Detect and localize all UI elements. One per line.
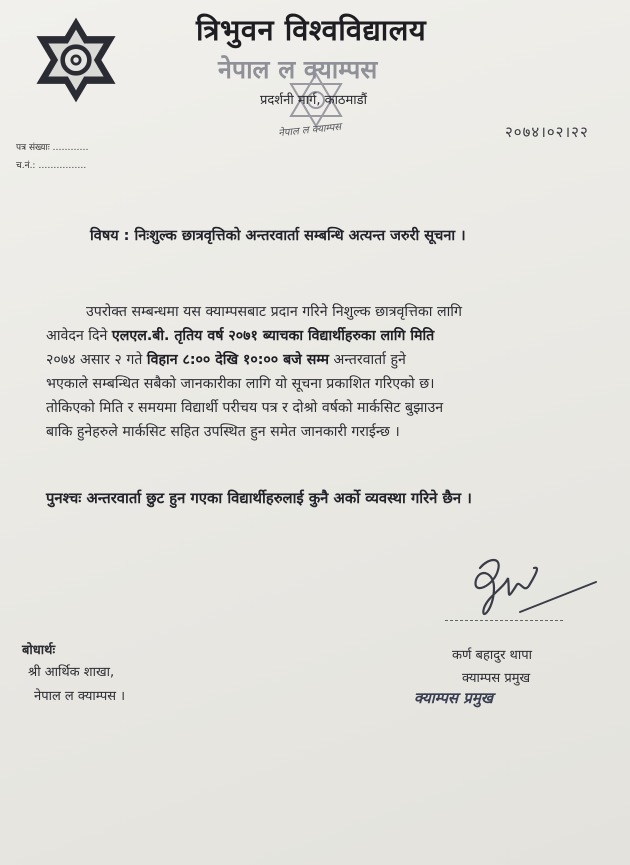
body-line: उपरोक्त सम्बन्धमा यस क्याम्पसबाट प्रदान गरिने निशुल्क छात्रवृत्तिका लागि <box>86 304 462 320</box>
body-line: बाकि हुनेहरुले मार्कसिट सहित उपस्थित हुन समेत जानकारी गराईन्छ । <box>46 424 400 440</box>
cc-heading: बोधार्थः <box>22 643 56 658</box>
letter-date: २०७४।०२।२२ <box>505 123 589 141</box>
campus-address: प्रदर्शनी मार्ग, काठमाडौं <box>260 93 367 108</box>
subject-line: विषय : निःशुल्क छात्रवृत्तिको अन्तरवार्ता सम्बन्धि अत्यन्त जरुरी सूचना । <box>90 228 466 244</box>
body-emphasis: विहान ८:०० देखि १०:०० बजे सम्म <box>146 352 330 368</box>
cc-recipient: श्री आर्थिक शाखा, <box>28 665 115 680</box>
postscript: पुनश्चः अन्तरवार्ता छुट हुन गएका विद्यार्थीहरुलाई कुनै अर्को व्यवस्था गरिने छैन । <box>46 490 472 507</box>
signature-line <box>445 620 563 621</box>
body-line <box>46 324 606 348</box>
handwritten-signature <box>450 548 600 640</box>
body-line: भएकाले सम्बन्धित सबैको जानकारीका लागि यो सूचना प्रकाशित गरिएको छ। <box>46 376 435 392</box>
campus-name: नेपाल ल क्याम्पस <box>218 55 378 84</box>
university-logo-icon <box>30 14 122 106</box>
body-text: आवेदन दिने <box>46 328 112 344</box>
body-text: २०७४ असार २ गते <box>46 352 147 368</box>
dispatch-number-label: च.नं.: ……………. <box>16 161 87 171</box>
notice-body <box>46 300 606 444</box>
body-text: अन्तरवार्ता हुने <box>329 352 406 368</box>
reference-number-label: पत्र संख्याः ………… <box>16 143 89 153</box>
signatory-name: कर्ण बहादुर थापा <box>452 648 532 663</box>
cc-recipient: नेपाल ल क्याम्पस । <box>34 689 126 704</box>
body-line: तोकिएको मिति र समयमा विद्यार्थी परीचय पत्र र दोश्रो वर्षको मार्कसिट बुझाउन <box>46 400 444 416</box>
body-line <box>46 348 606 372</box>
university-name: त्रिभुवन विश्वविद्यालय <box>196 13 427 47</box>
seal-text: नेपाल ल क्याम्पस <box>277 121 342 140</box>
signatory-title: क्याम्पस प्रमुख <box>462 671 531 686</box>
body-emphasis: एलएल.बी. तृतिय वर्ष २०७१ ब्याचका विद्यार्थीहरुका लागि मिति <box>111 328 435 344</box>
office-stamp: क्याम्पस प्रमुख <box>414 689 494 707</box>
